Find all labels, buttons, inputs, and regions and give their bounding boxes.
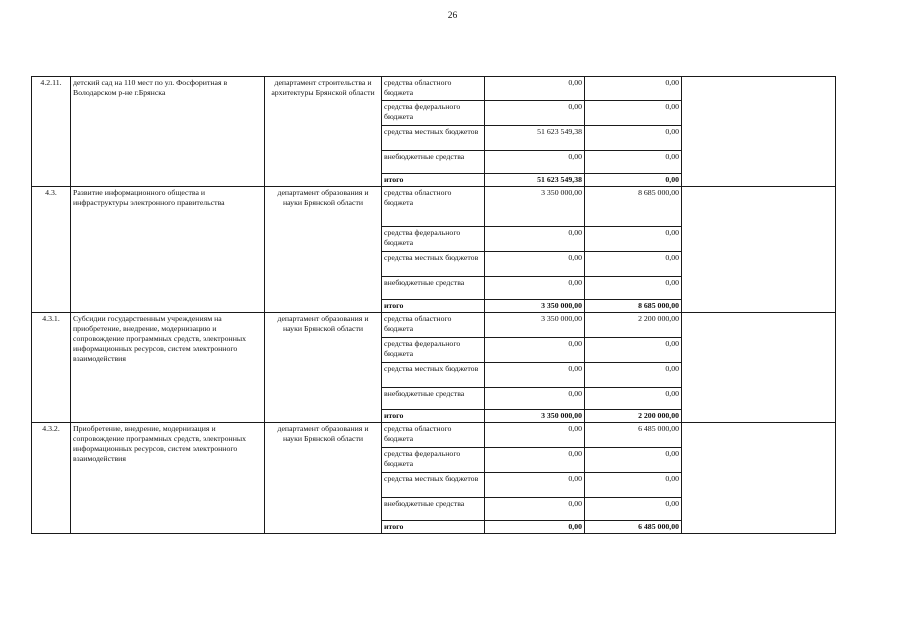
amount-cell: 0,00 <box>585 388 682 410</box>
total-amount: 3 350 000,00 <box>485 410 585 423</box>
amount-cell: 0,00 <box>485 388 585 410</box>
item-number: 4.2.11. <box>32 77 71 187</box>
item-name: Субсидии государственным учреждениям на приобретение, внедрение, модернизацию и сопровождение программных средств, электронных информационных ресурсов, систем электронного взаимодействия <box>71 313 265 423</box>
item-number: 4.3.1. <box>32 313 71 423</box>
table-row <box>32 313 836 338</box>
total-amount: 8 685 000,00 <box>585 300 682 313</box>
amount-cell: 0,00 <box>485 101 585 126</box>
amount-cell: 0,00 <box>485 227 585 252</box>
total-amount: 2 200 000,00 <box>585 410 682 423</box>
amount-cell: 0,00 <box>585 277 682 300</box>
amount-cell: 8 685 000,00 <box>585 187 682 227</box>
funding-source: средства местных бюджетов <box>382 252 485 277</box>
empty-column-cell <box>682 313 836 423</box>
amount-cell: 0,00 <box>585 363 682 388</box>
amount-cell: 0,00 <box>585 448 682 473</box>
total-label: итого <box>382 521 485 534</box>
empty-column-cell <box>682 423 836 534</box>
budget-table <box>31 76 836 534</box>
amount-cell: 0,00 <box>585 338 682 363</box>
amount-cell: 0,00 <box>585 126 682 151</box>
table-row <box>32 187 836 227</box>
total-label: итого <box>382 410 485 423</box>
funding-source: средства федерального бюджета <box>382 227 485 252</box>
total-amount: 3 350 000,00 <box>485 300 585 313</box>
amount-cell: 0,00 <box>485 277 585 300</box>
funding-source: средства областного бюджета <box>382 187 485 227</box>
funding-source: средства местных бюджетов <box>382 126 485 151</box>
total-amount: 0,00 <box>585 174 682 187</box>
amount-cell: 0,00 <box>585 101 682 126</box>
table-row <box>32 77 836 101</box>
amount-cell: 2 200 000,00 <box>585 313 682 338</box>
item-name: Развитие информационного общества и инфраструктуры электронного правительства <box>71 187 265 313</box>
amount-cell: 0,00 <box>485 363 585 388</box>
funding-source: внебюджетные средства <box>382 388 485 410</box>
amount-cell: 3 350 000,00 <box>485 187 585 227</box>
responsible-org: департамент строительства и архитектуры Брянской области <box>265 77 382 187</box>
funding-source: средства областного бюджета <box>382 77 485 101</box>
item-name: Приобретение, внедрение, модернизация и сопровождение программных средств, электронных информационных ресурсов, систем электронного взаимодействия <box>71 423 265 534</box>
item-number: 4.3. <box>32 187 71 313</box>
page-number: 26 <box>447 11 458 21</box>
responsible-org: департамент образования и науки Брянской области <box>265 313 382 423</box>
amount-cell: 0,00 <box>485 448 585 473</box>
amount-cell: 0,00 <box>485 151 585 174</box>
amount-cell: 0,00 <box>585 252 682 277</box>
funding-source: внебюджетные средства <box>382 277 485 300</box>
total-label: итого <box>382 174 485 187</box>
amount-cell: 6 485 000,00 <box>585 423 682 448</box>
item-name: детский сад на 110 мест по ул. Фосфоритная в Володарском р-не г.Брянска <box>71 77 265 187</box>
empty-column-cell <box>682 187 836 313</box>
amount-cell: 0,00 <box>585 151 682 174</box>
funding-source: средства областного бюджета <box>382 313 485 338</box>
total-amount: 0,00 <box>485 521 585 534</box>
funding-source: внебюджетные средства <box>382 498 485 521</box>
total-label: итого <box>382 300 485 313</box>
amount-cell: 0,00 <box>585 473 682 498</box>
amount-cell: 0,00 <box>485 498 585 521</box>
amount-cell: 0,00 <box>585 227 682 252</box>
amount-cell: 0,00 <box>485 423 585 448</box>
funding-source: средства местных бюджетов <box>382 363 485 388</box>
funding-source: средства областного бюджета <box>382 423 485 448</box>
amount-cell: 0,00 <box>485 338 585 363</box>
total-amount: 6 485 000,00 <box>585 521 682 534</box>
funding-source: средства федерального бюджета <box>382 338 485 363</box>
funding-source: средства федерального бюджета <box>382 448 485 473</box>
amount-cell: 0,00 <box>585 77 682 101</box>
empty-column-cell <box>682 77 836 187</box>
responsible-org: департамент образования и науки Брянской области <box>265 187 382 313</box>
amount-cell: 3 350 000,00 <box>485 313 585 338</box>
amount-cell: 0,00 <box>585 498 682 521</box>
amount-cell: 51 623 549,38 <box>485 126 585 151</box>
amount-cell: 0,00 <box>485 473 585 498</box>
table-row <box>32 423 836 448</box>
item-number: 4.3.2. <box>32 423 71 534</box>
funding-source: средства местных бюджетов <box>382 473 485 498</box>
funding-source: внебюджетные средства <box>382 151 485 174</box>
amount-cell: 0,00 <box>485 77 585 101</box>
total-amount: 51 623 549,38 <box>485 174 585 187</box>
responsible-org: департамент образования и науки Брянской области <box>265 423 382 534</box>
funding-source: средства федерального бюджета <box>382 101 485 126</box>
amount-cell: 0,00 <box>485 252 585 277</box>
